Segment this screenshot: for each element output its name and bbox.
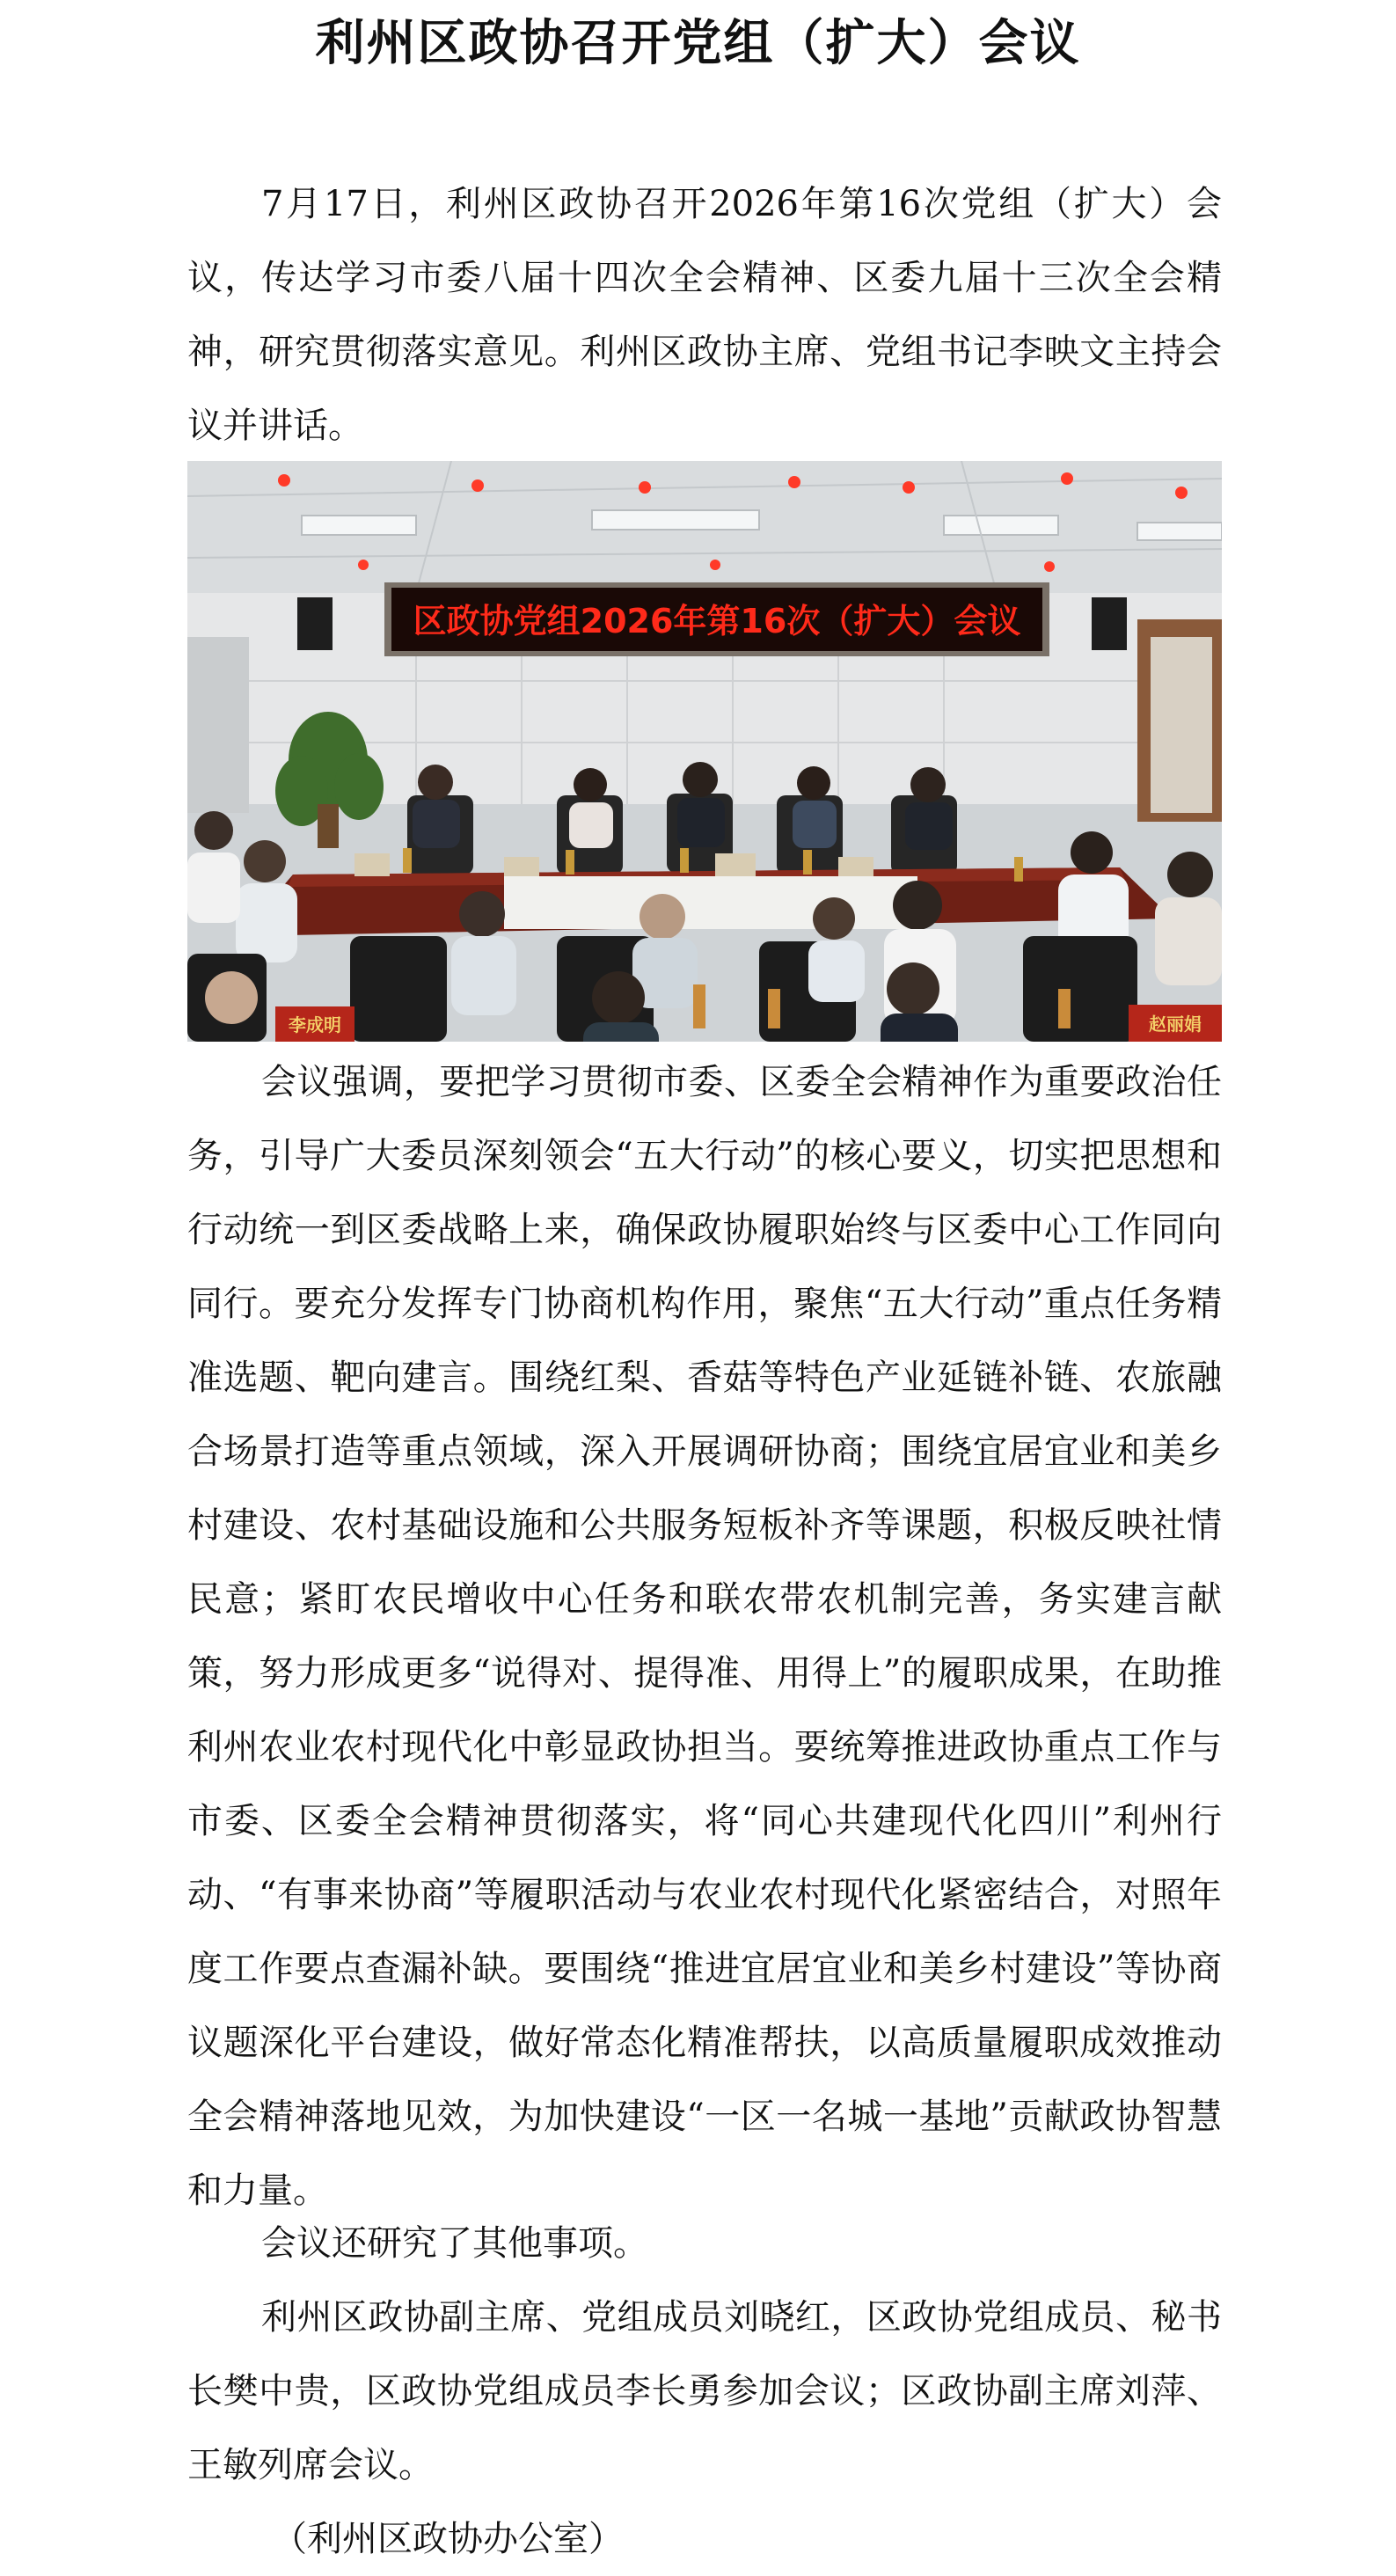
article-paragraph-main: 会议强调，要把学习贯彻市委、区委全会精神作为重要政治任务，引导广大委员深刻领会“五大行动”的核心要义，切实把思想和行动统一到区委战略上来，确保政协履职始终与区委中心工作同向同行。要充分发挥专门协商机构作用，聚焦“五大行动”重点任务精准选题、靶向建言。围绕红梨、香菇等特色产业延链补链、农旅融合场景打造等重点领域，深入开展调研协商；围绕宜居宜业和美乡村建设、农村基础设施和公共服务短板补齐等课题，积极反映社情民意；紧盯农民增收中心任务和联农带农机制完善，务实建言献策，努力形成更多“说得对、提得准、用得上”的履职成果，在助推利州农业农村现代化中彰显政协担当。要统筹推进政协重点工作与市委、区委全会精神贯彻落实，将“同心共建现代化四川”利州行动、“有事来协商”等履职活动与农业农村现代化紧密结合，对照年度工作要点查漏补缺。要围绕“推进宜居宜业和美乡村建设”等协商议题深化平台建设，做好常态化精准帮扶，以高质量履职成效推动全会精神落地见效，为加快建设“一区一名城一基地”贡献政协智慧和力量。: [187, 1062, 1222, 2211]
article-source: （利州区政协办公室）: [272, 2519, 624, 2559]
article-paragraph-intro: 7月17日，利州区政协召开2026年第16次党组（扩大）会议，传达学习市委八届十四次全会精神、区委九届十三次全会精神，研究贯彻落实意见。利州区政协主席、党组书记李映文主持会议并讲话。: [187, 184, 1222, 446]
banner-text: 区政协党组2026年第16次（扩大）会议: [413, 602, 1021, 640]
article-title: 利州区政协召开党组（扩大）会议: [315, 15, 1081, 72]
article-paragraph-attendees: 利州区政协副主席、党组成员刘晓红，区政协党组成员、秘书长樊中贵，区政协党组成员李长勇参加会议；区政协副主席刘萍、王敏列席会议。: [187, 2297, 1222, 2485]
name-card-right: 赵丽娟: [1149, 1014, 1202, 1035]
name-card-left: 李成明: [289, 1014, 341, 1036]
article-paragraph-other: 会议还研究了其他事项。: [261, 2223, 648, 2264]
meeting-photo: [187, 461, 1222, 1042]
